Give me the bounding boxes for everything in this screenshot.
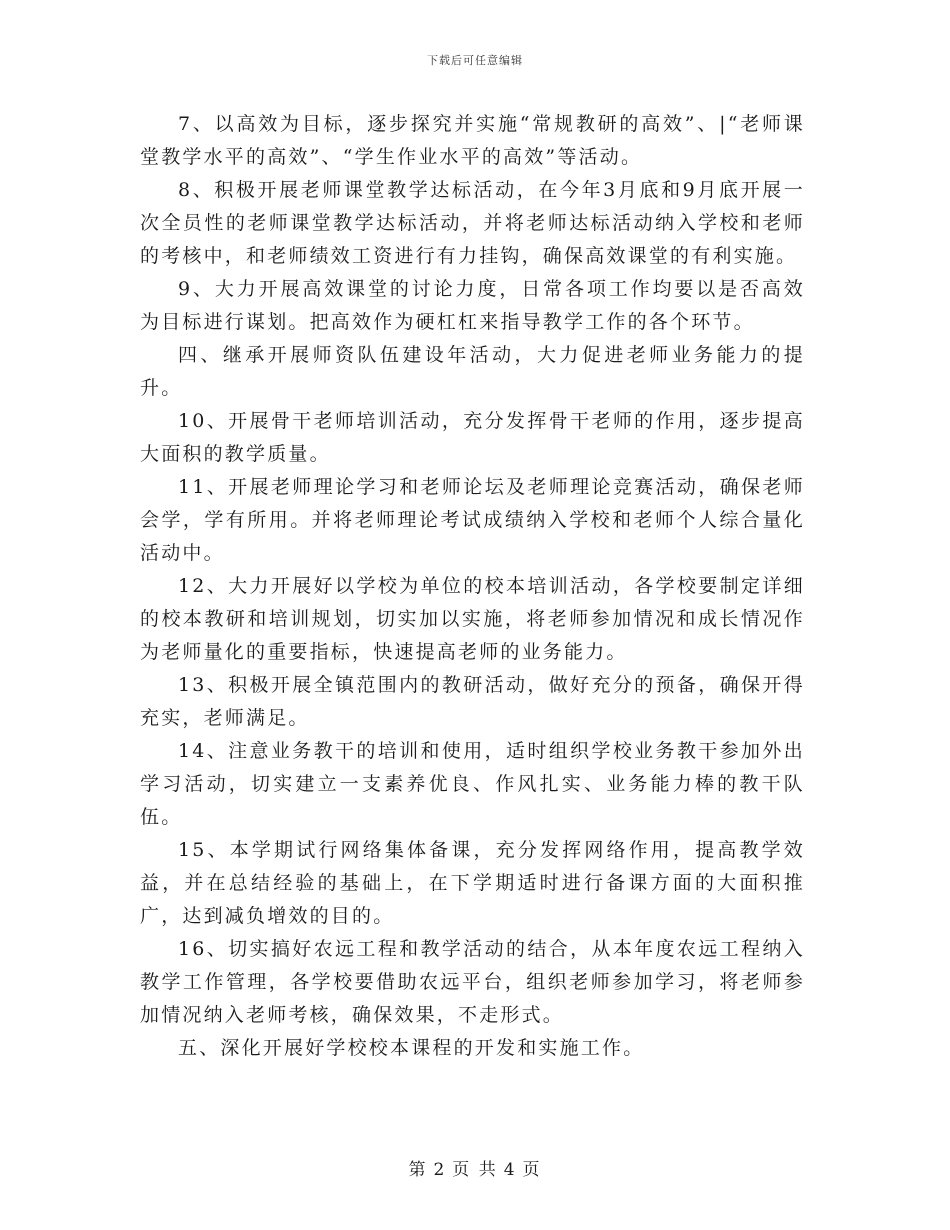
paragraph-7: 7、以高效为目标，逐步探究并实施“常规教研的高效”、|“老师课堂教学水平的高效”、“学生作业水平的高效”等活动。 xyxy=(140,113,805,168)
paragraph-11: 11、开展老师理论学习和老师论坛及老师理论竞赛活动，确保老师会学，学有所用。并将老师理论考试成绩纳入学校和老师个人综合量化活动中。 xyxy=(140,476,805,564)
page-header: 下载后可任意编辑 xyxy=(427,54,523,67)
paragraph-10: 10、开展骨干老师培训活动，充分发挥骨干老师的作用，逐步提高大面积的教学质量。 xyxy=(140,410,805,465)
paragraph-14: 14、注意业务教干的培训和使用，适时组织学校业务教干参加外出学习活动，切实建立一支素养优良、作风扎实、业务能力棒的教干队伍。 xyxy=(140,740,805,828)
paragraph-15: 15、本学期试行网络集体备课，充分发挥网络作用，提高教学效益，并在总结经验的基础上，在下学期适时进行备课方面的大面积推广，达到减负增效的目的。 xyxy=(140,839,805,927)
footer-total-pages: 4 xyxy=(503,1160,517,1180)
page-footer xyxy=(0,1155,950,1180)
paragraph-9: 9、大力开展高效课堂的讨论力度，日常各项工作均要以是否高效为目标进行谋划。把高效作为硬杠杠来指导教学工作的各个环节。 xyxy=(140,278,805,333)
footer-page-number: 2 xyxy=(433,1160,447,1180)
document-body xyxy=(140,108,805,1065)
section-heading-4: 四、继承开展师资队伍建设年活动，大力促进老师业务能力的提升。 xyxy=(140,344,805,399)
paragraph-12: 12、大力开展好以学校为单位的校本培训活动，各学校要制定详细的校本教研和培训规划，切实加以实施，将老师参加情况和成长情况作为老师量化的重要指标，快速提高老师的业务能力。 xyxy=(140,575,805,663)
footer-suffix: 页 xyxy=(522,1160,542,1180)
paragraph-16: 16、切实搞好农远工程和教学活动的结合，从本年度农远工程纳入教学工作管理，各学校要借助农远平台，组织老师参加学习，将老师参加情况纳入老师考核，确保效果，不走形式。 xyxy=(140,938,805,1026)
paragraph-13: 13、积极开展全镇范围内的教研活动，做好充分的预备，确保开得充实，老师满足。 xyxy=(140,674,805,729)
paragraph-8: 8、积极开展老师课堂教学达标活动，在今年3月底和9月底开展一次全员性的老师课堂教学达标活动，并将老师达标活动纳入学校和老师的考核中，和老师绩效工资进行有力挂钩，确保高效课堂的有利实施。 xyxy=(140,179,805,267)
footer-prefix: 第 xyxy=(408,1160,428,1180)
section-heading-5: 五、深化开展好学校校本课程的开发和实施工作。 xyxy=(178,1037,645,1059)
footer-middle: 页 共 xyxy=(452,1160,498,1180)
